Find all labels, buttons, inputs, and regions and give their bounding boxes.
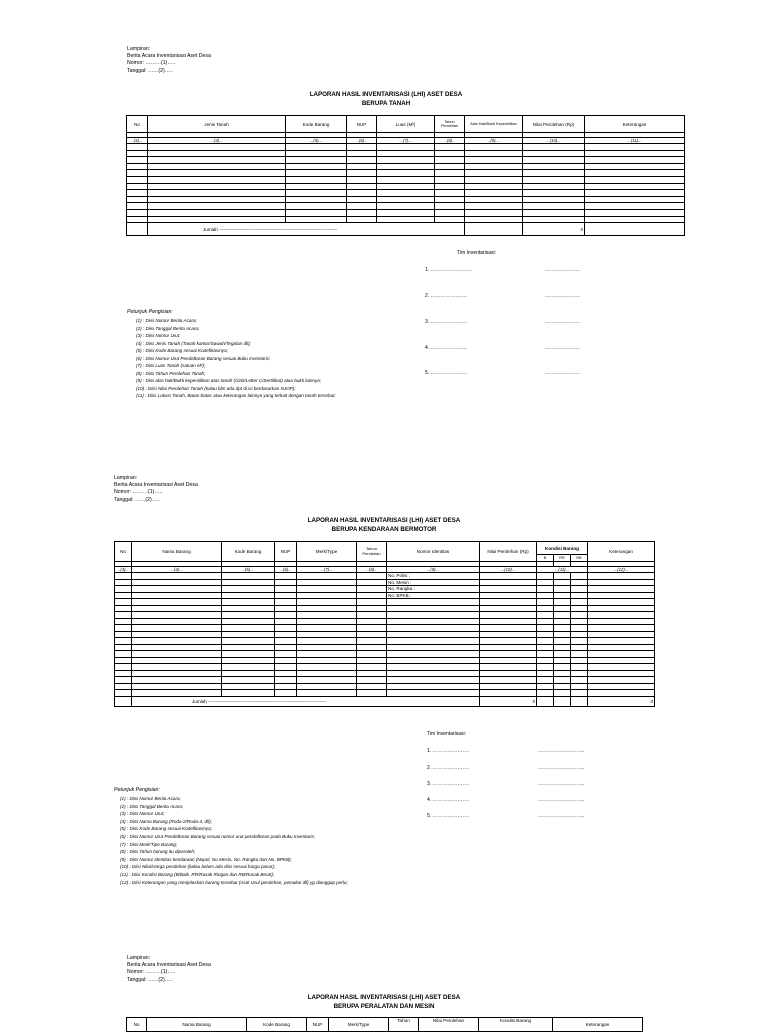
lampiran-berita-acara: Berita Acara Inventarisasi Aset Desa [127,53,211,60]
idx-cell: ...(10)... [480,567,537,573]
idx-cell: ...(10)... [523,138,585,144]
table-row [127,190,685,197]
petunjuk-list [136,317,336,400]
table-row [127,144,685,151]
table-row [127,176,685,183]
petunjuk-item: (2) : Diisi Tanggal Berita Acara; [136,325,200,331]
petunjuk-item: (1) : Diisi Nomor Berita Acara; [136,318,197,323]
signer-1: 1. ……………………. [425,267,472,273]
lampiran-label: Lampiran: [127,46,151,52]
col-tahun: Tahun [389,1018,419,1032]
signer-5: 5. …………………. [425,370,467,376]
idx-cell: ...(7)... [297,567,357,573]
lampiran-berita-acara: Berita Acara Inventarisasi Aset Desa [114,482,198,489]
petunjuk-title: Petunjuk Pengisian: [114,787,160,793]
jumlah-label: Jumlah ----------------------------------------------------------------------------- [132,696,480,706]
petunjuk-item: (7) : Diisi Luas Tanah (satuan M²); [136,363,206,368]
petunjuk-item: (3) : Diisi Nomor Urut; [120,811,165,817]
col-merk-type: Merk/Type [329,1018,389,1032]
table-row [127,196,685,203]
idx-cell: ...(12)... [588,567,655,573]
petunjuk-item: (2) : Diisi Tanggal Berita Acara; [120,803,184,809]
signer-line-4: ………………… [545,345,580,351]
petunjuk-item: (5) : Diisi Kode Barang sesuai Kodefikasinya; [136,348,228,353]
signer-line-2: ………………………. [538,765,585,771]
petunjuk-title: Petunjuk Pengisian: [127,309,173,315]
petunjuk-item: (9) : Diisi alas hak/Bukti kepemilikan atas tanah (Girik/Letter C/Sertifikat) atau bukti lainnya; [136,378,322,383]
lampiran-label: Lampiran: [114,475,138,481]
lampiran-nomor: Nomor: ………(1)….. [127,60,176,67]
petunjuk-list [120,795,348,886]
petunjuk-item: (11) : Diisi Lokasi Tanah, Batas-batas atau keterangan lainnya yang terkait dengan tanah tersebut; [136,393,336,398]
jumlah-label: Jumlah ----------------------------------------------------------------------------- [148,223,465,236]
col-kode-barang: Kode Barang [222,542,275,562]
signer-line-1: ………………………. [538,748,585,754]
table-row [127,150,685,157]
jumlah-row [115,696,655,706]
col-no: No [127,1018,147,1032]
report-title [126,994,642,1011]
idx-cell: ..(6).. [347,138,377,144]
signer-3: 3. …………………. [425,319,467,325]
idx-cell: ...(4)... [132,567,222,573]
idx-cell: ...(7)... [377,138,435,144]
lampiran-tanggal: Tanggal: ……(2)….. [114,496,160,503]
col-kondisi-barang: Kondisi Barang [537,542,588,555]
jumlah-row [127,223,685,236]
table-row [127,170,685,177]
signer-line-4: ………………………. [538,797,585,803]
lampiran-tanggal: Tanggal: ……(2)….. [127,67,173,74]
report-title [114,517,654,534]
signer-line-3: ………………………. [538,781,585,787]
lampiran-block [114,475,198,504]
signer-line-5: ………………………. [538,813,585,819]
col-kondisi-rr: RR [554,555,571,562]
lampiran-tanggal: Tanggal: ……(2)….. [127,976,173,983]
petunjuk-item: (7) : Diisi Merk/Tipe Barang; [120,841,178,847]
idx-cell: ..(3).. [115,567,132,573]
identitas-bpkb: No. BPKB : [387,592,480,599]
report-title-line2: BERUPA PERALATAN DAN MESIN [333,1002,435,1010]
petunjuk-item: (8) : Diisi Tahun Perolehan Tanah; [136,370,206,376]
identitas-polisi: No. Polisi : [387,573,480,580]
lampiran-nomor: Nomor: ………(1)….. [114,489,163,496]
lhi-table-peralatan [126,1017,643,1032]
signer-1: 1. …………………. [427,748,469,754]
signer-line-3: ………………… [545,319,580,325]
table-row [127,216,685,223]
col-luas: Luas (M²) [377,116,435,133]
petunjuk-item: (10) : Diisi Nilai Perolehan Tanah (kalau blm ada dpt di isi berdasarkan NJOP); [136,385,296,391]
idx-cell: ..(6).. [275,567,297,573]
report-title-line2: BERUPA TANAH [361,99,411,107]
col-nama-barang: Nama Barang [147,1018,247,1032]
signer-4: 4. …………………. [427,797,469,803]
petunjuk-item: (5) : Diisi Kode Barang sesuai Kodefikasinya; [120,826,212,832]
signer-2: 2. …………………. [427,765,469,771]
col-nilai-perolehan: Nilai Perolehan (Rp) [523,116,585,133]
idx-cell: ...(4)... [148,138,286,144]
report-title-line1: LAPORAN HASIL INVENTARISASI (LHI) ASET DESA [309,91,463,98]
idx-cell: ...(11)... [537,567,588,573]
col-kode-barang: Kode Barang [286,116,347,133]
signer-2: 2. …………………. [425,293,467,299]
petunjuk-item: (11) : Diisi Kondisi Barang (B/Baik, RR/Rusak Ringan dan RB/Rusak Berat); [120,871,275,877]
petunjuk-item: (6) : Diisi Nomor Urut Pendaftaran Barang sesuai Buku Inventaris; [136,355,271,361]
idx-cell: ..(9)... [465,138,523,144]
report-title [126,91,646,108]
petunjuk-item: (4) : Diisi Jenis Tanah (Tanah kantor/Sawah/Tegalan dll); [136,340,251,346]
col-nilai-perolehan: Nilai Perolehan [419,1018,479,1032]
col-no: No [127,116,148,133]
petunjuk-item: (4) : Diisi Nama Barang (Roda-2/Roda-4, dll); [120,818,212,824]
signer-line-2: ………………… [545,293,580,299]
report-title-line2: BERUPA KENDARAAN BERMOTOR [331,525,437,533]
idx-cell: ..(5)... [222,567,275,573]
jumlah-value-2: 0 [588,696,655,706]
petunjuk-item: (3) : Diisi Nomor Urut; [136,333,181,338]
lampiran-nomor: Nomor: ………(1)….. [127,969,176,976]
petunjuk-item: (10) : Diisi Nilai/Harga perolehan (kalau belum ada diisi sesuai harga pasar); [120,864,276,870]
lampiran-block [127,46,211,75]
jumlah-value: 0 [480,696,537,706]
petunjuk-item: (8) : Diisi Tahun barang itu diperoleh; [120,849,196,855]
col-nup: NUP [307,1018,329,1032]
jumlah-value: 0 [523,223,585,236]
idx-cell: ...(5)... [286,138,347,144]
col-merk-type: Merk/Type [297,542,357,562]
col-tahun-perolehan: Tahun Perolehan [357,542,387,562]
petunjuk-item: (1) : Diisi Nomor Berita Acara; [120,796,181,801]
idx-cell: ..(8).. [435,138,465,144]
signer-3: 3. …………………. [427,781,469,787]
lampiran-label: Lampiran: [127,955,151,961]
petunjuk-item: (9) : Diisi Nomor identitas kendaraan (Nopol, No Mesin, No. Rangka dan No. BPKB); [120,856,292,862]
signer-4: 4. …………………. [425,345,467,351]
signer-line-1: ………………… [545,267,580,273]
identitas-rangka: No. Rangka : [387,586,480,593]
idx-cell: ...(11)... [585,138,685,144]
signer-line-5: ………………… [545,370,580,376]
report-title-line1: LAPORAN HASIL INVENTARISASI (LHI) ASET DESA [307,994,461,1001]
col-keterangan: Keterangan [588,542,655,562]
idx-cell: ...(9)... [387,567,480,573]
col-keterangan: Keterangan [585,116,685,133]
col-jenis-tanah: Jenis Tanah [148,116,286,133]
col-tahun-perolehan: Tahun Perolehan [435,116,465,133]
col-alas-hak: Alas Hak/Bukti Kepemilikan [465,116,523,133]
table-row [127,157,685,164]
col-nomor-identitas: Nomor Identitas [387,542,480,562]
col-no: No [115,542,132,562]
tim-inventarisasi-label: Tim Inventarisasi: [427,731,466,737]
col-kondisi-rb: RB [571,555,588,562]
col-kode-barang: Kode Barang [247,1018,307,1032]
lampiran-block [127,955,211,984]
lhi-table-kendaraan [114,541,655,707]
col-kondisi-barang: Kondisi Barang [479,1018,553,1032]
col-nilai-perolehan: Nilai Perolehan (Rp) [480,542,537,562]
tim-inventarisasi-label: Tim Inventarisasi: [457,250,496,256]
report-title-line1: LAPORAN HASIL INVENTARISASI (LHI) ASET DESA [307,517,461,524]
lhi-table-tanah [126,115,685,236]
identitas-mesin: No. Mesin : [387,579,480,586]
petunjuk-item: (6) : Diisi Nomor Urut Pendaftaran Barang sesuai nomor urut pendaftaran pada Buku Inventaris; [120,833,316,839]
lampiran-berita-acara: Berita Acara Inventarisasi Aset Desa [127,962,211,969]
col-keterangan: Keterangan [553,1018,643,1032]
idx-cell: ..(4)... [127,138,148,144]
table-row [127,163,685,170]
idx-cell: ..(8).. [357,567,387,573]
col-nup: NUP [347,116,377,133]
table-row [127,183,685,190]
signer-5: 5. …………………. [427,813,469,819]
col-kondisi-b: B [537,555,554,562]
table-row [127,209,685,216]
col-nup: NUP [275,542,297,562]
petunjuk-item: (12) : Diisi Keterangan yang menjelaskan barang tersebut (Asal Usul perolehan, pemakai dll) yg dianggap perlu; [120,879,348,885]
table-row [127,203,685,210]
col-nama-barang: Nama Barang [132,542,222,562]
